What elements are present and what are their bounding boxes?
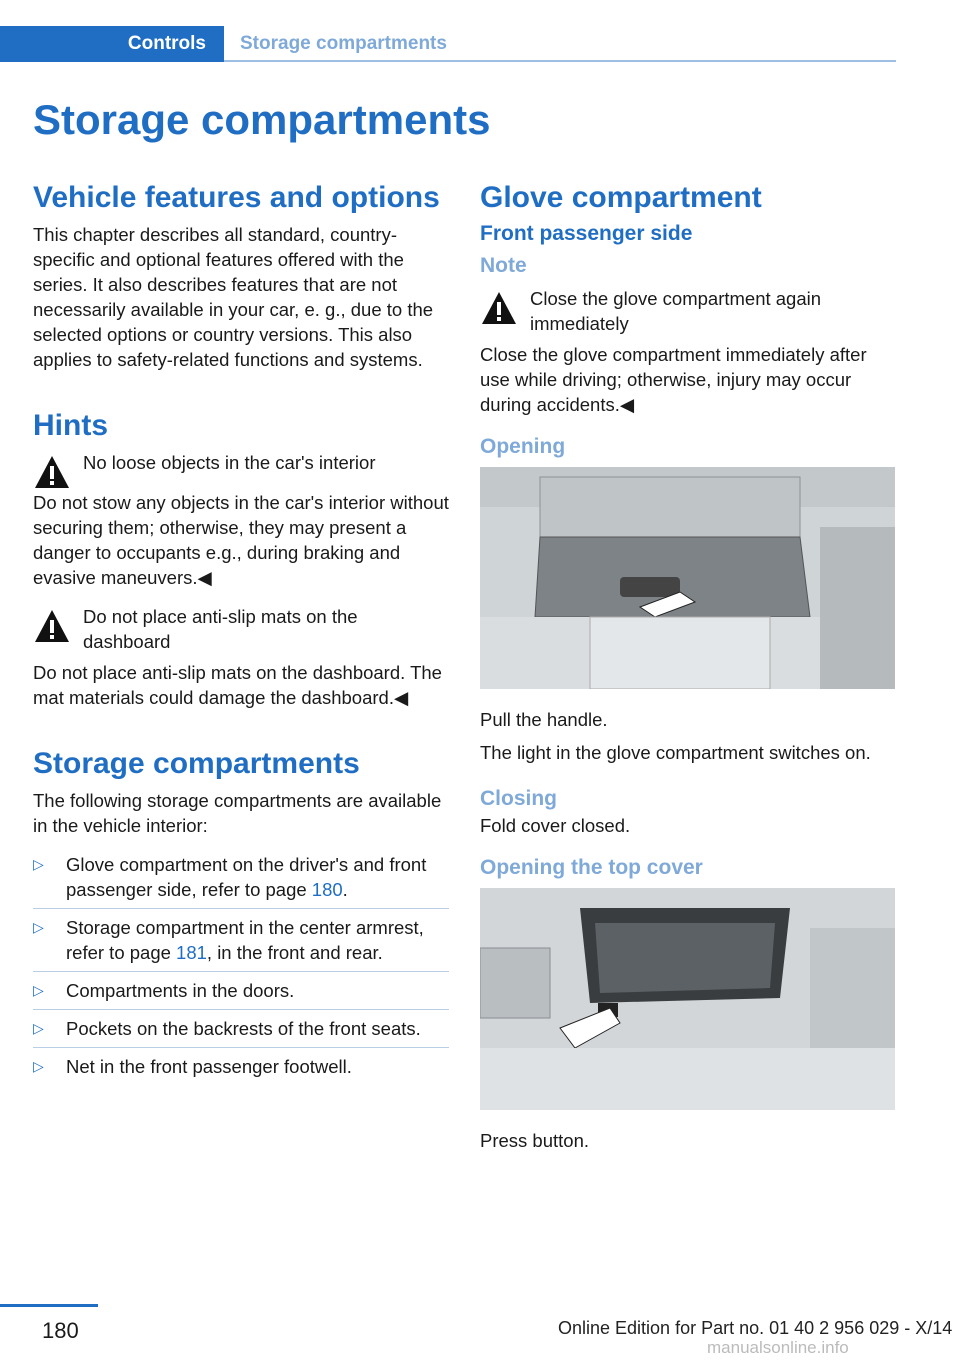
press-button-text: Press button. [480,1130,590,1151]
warning-title: No loose objects in the car's interior [83,452,376,473]
pull-handle-text: Pull the handle. [480,709,608,730]
top-cover-photo [480,888,895,1110]
header-rule [224,60,896,62]
page-number: 180 [42,1318,79,1343]
light-text: The light in the glove compartment switches on. [480,742,871,763]
warning-body: Close the glove compartment immediately after use while driving; otherwise, injury may occur during accidents.◀ [480,344,867,415]
bullet-arrow-icon: ▷ [33,982,44,998]
warning-glove-close [480,286,896,342]
warning-body: Do not stow any objects in the car's interior without securing them; otherwise, they may present a danger to occupants e.g., during braking and evasive maneuvers.◀ [33,492,449,588]
warning-triangle-icon [33,608,71,644]
left-column [33,180,449,1085]
bullet-arrow-icon: ▷ [33,919,44,935]
glove-compartment-photo [480,467,895,689]
storage-heading: Storage compartments [33,747,360,780]
edition-footer: Online Edition for Part no. 01 40 2 956 029 - X/14 [558,1318,953,1338]
bullet-arrow-icon: ▷ [33,1020,44,1036]
warning-title: Do not place anti-slip mats on the dashboard [83,606,358,652]
right-column [480,180,896,1161]
vehicle-features-heading: Vehicle features and options [33,181,440,214]
list-item: ▷ Storage compartment in the center armrest, refer to page 181, in the front and rear. [33,909,449,972]
glove-heading: Glove compartment [480,181,762,214]
warning-triangle-icon [480,290,518,326]
vehicle-features-text: This chapter describes all standard, country-specific and optional features offered with the series. It also describes features that are not necessarily available in your car, e. g., due to the selected options or country versions. This also applies to safety-related functions and systems. [33,224,434,370]
page-number-rule [0,1304,98,1307]
opening-heading: Opening [480,435,566,458]
warning-title: Close the glove compartment again immediately [530,288,822,334]
warning-triangle-icon [33,454,71,490]
warning-body: Do not place anti-slip mats on the dashboard. The mat materials could damage the dashboard.◀ [33,662,442,708]
storage-list [33,846,449,1085]
list-item: ▷ Compartments in the doors. [33,972,449,1010]
fold-cover-text: Fold cover closed. [480,815,631,836]
bullet-arrow-icon: ▷ [33,1058,44,1074]
warning-loose-objects [33,450,449,490]
note-heading: Note [480,254,527,277]
storage-intro: The following storage compartments are available in the vehicle interior: [33,790,442,836]
header-tab-controls: Controls [0,26,224,62]
front-passenger-heading: Front passenger side [480,222,693,245]
bullet-arrow-icon: ▷ [33,856,44,872]
page-title: Storage compartments [33,96,491,143]
page-link[interactable]: 180 [311,879,343,900]
list-item: ▷ Pockets on the backrests of the front seats. [33,1010,449,1048]
hints-heading: Hints [33,409,108,442]
watermark: manualsonline.info [707,1338,849,1357]
closing-heading: Closing [480,787,557,810]
page-link[interactable]: 181 [176,942,207,963]
list-item: ▷ Glove compartment on the driver's and front passenger side, refer to page 180. [33,846,449,909]
warning-anti-slip-mats [33,604,449,660]
header-section-title: Storage compartments [240,33,447,54]
list-item: ▷ Net in the front passenger footwell. [33,1056,352,1077]
top-cover-heading: Opening the top cover [480,856,703,879]
